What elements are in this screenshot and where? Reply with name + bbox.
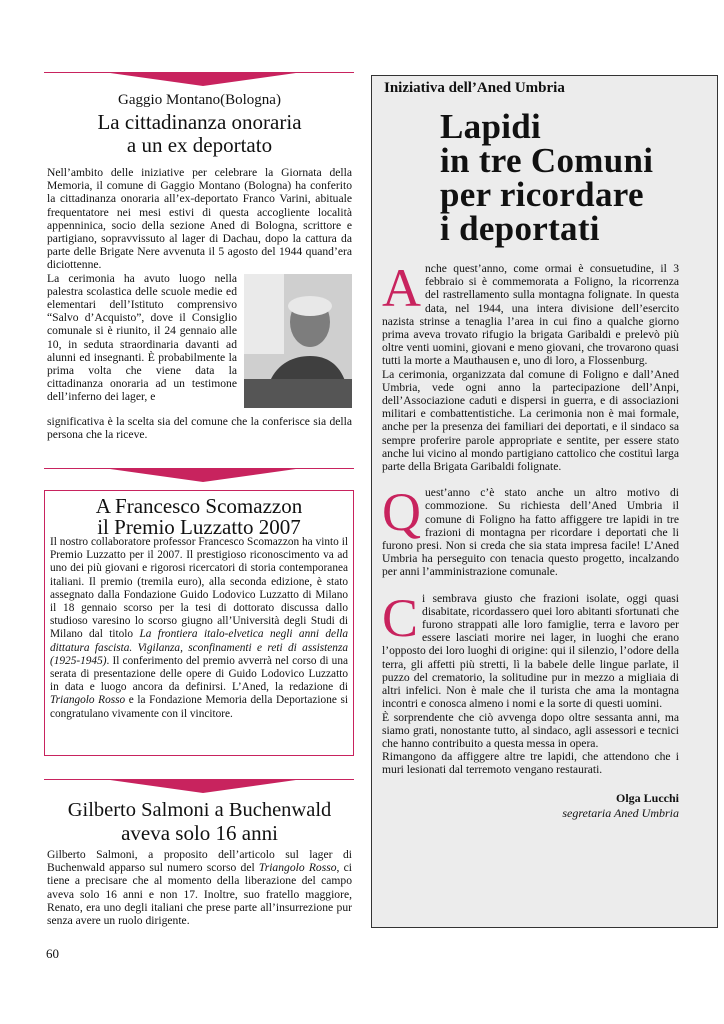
headline-line: per ricordare [440, 175, 644, 214]
article-paragraph: significativa è la scelta sia del comune che la conferisce sia della persona che la riceve. [47, 414, 352, 441]
drop-cap: Q [382, 482, 421, 543]
magazine-name: Triangolo Rosso [50, 694, 126, 707]
magazine-name: Triangolo Rosso [258, 861, 337, 875]
paragraph: Rimangono da affiggere altre tre lapidi, che attendono che i muri lesionati dal terremoto vengano restaurati. [382, 750, 679, 777]
headline-line: in tre Comuni [440, 141, 654, 180]
triangle-ornament [103, 468, 303, 482]
paragraph [382, 482, 679, 579]
headline [440, 107, 654, 248]
article-premio-luzzatto [44, 490, 354, 756]
paragraph: È sorprendente che ciò avvenga dopo oltre sessanta anni, ma siamo grati, nonostante tutto, al sindaco, agli assessori e tecnici che hanno contribuito a questa messa in opera. [382, 710, 679, 750]
headline-line: i deportati [440, 209, 600, 248]
paragraph: La cerimonia, organizzata dal comune di Foligno e dall’Aned Umbria, vede ogni anno la partecipazione dell’Anpi, dell’Associazione caduti e dispersi in guerra, e di associazioni militari e combattentistiche. La cerimonia non è mai formale, anche per la presenza dei familiari dei deportati, e il sindaco sa sempre proferire parole appropriate e sentite, per essere stato anche lui vicino al mondo partigiano cattolico che costituì larga parte della Brigata Garibaldi folignate. [382, 367, 679, 474]
paragraph-text: nche quest’anno, come ormai è consuetudine, il 3 febbraio si è commemorata a Foligno, la ricorrenza del rastrellamento sulla montagna folignate. In questa data, nel 1944, una intera divisione dell’esercito nazista strinse a tenaglia l’area in cui fino a qualche giorno prima aveva trovato rifugio la brigata Garibaldi e prelevò più oltre venti uomini, giovani e meno giovani, che trovarono quasi tutti la morte a Mauthausen e, uno di loro, a Flossenburg. [382, 262, 679, 368]
article-text: . Il conferimento del premio avverrà nel corso di una serata di presentazione delle opere di Guido Lodovico Luzzatto in data e luogo ancora da definirsi. L’Aned, la redazione di [50, 654, 348, 694]
signature-role: segretaria Aned Umbria [562, 805, 679, 820]
paragraph-text: i sembrava giusto che frazioni isolate, oggi quasi disabitate, ricordassero quei loro abitanti sfortunati che furono strappati alle loro famiglie, terra e lavoro per essere lasciati morire nei lager, in luoghi che erano l’opposto dei loro luoghi di origine: qui il silenzio, l’odore della terra, gli affetti più stretti, lì la babele delle lingue parlate, il puzzo del crematorio, la solitudine pur in mezzo a migliaia di altri infelici. Non è male che il turista che ama la montagna incontri e conosca almeno i nomi e la sorte di questi uomini. [382, 591, 679, 711]
article-title-line1: A Francesco Scomazzon [95, 494, 303, 518]
article-text: e la Fondazione Memoria della Deportazione si congratulano vivamente con il vincitore. [50, 694, 349, 720]
article-location: Gaggio Montano(Bologna) [118, 92, 281, 108]
article-title-line2: aveva solo 16 anni [121, 821, 278, 845]
article-text: , ci tiene a precisare che al momento della liberazione del campo aveva solo 16 anni e non 17. Inoltre, suo fratello maggiore, Renato, era uno degli italiani che prese parte all’insurrezione pur senza avere un ruolo dirigente. [47, 861, 352, 928]
kicker: Iniziativa dell’Aned Umbria [384, 80, 565, 96]
article-body [47, 848, 352, 927]
headline-line: Lapidi [440, 107, 542, 146]
article-cittadinanza [47, 91, 352, 441]
article-paragraph: Nell’ambito delle iniziative per celebrare la Giornata della Memoria, il comune di Gaggio Montano (Bologna) ha conferito la cittadinanza onoraria all’ex-deportato Franco Varini, abituale frequentatore nei mesi estivi di questa accogliente località appenninica, socio della sezione Aned di Bologna, scrittore e partigiano, sopravvissuto al lager di Dachau, dopo la cattura da parte delle Brigate Nere avvenuta il 5 agosto del 1944 quand’era diciottenne. [47, 166, 352, 272]
drop-cap: A [382, 258, 421, 318]
article-title-line2: a un ex deportato [126, 133, 273, 157]
thesis-title: La frontiera italo-elvetica negli anni della dittatura fascista. Vigilanza, sconfinamenti e reti di assistenza (1925-1945) [50, 628, 348, 667]
article-title-line2: il Premio Luzzatto 2007 [97, 515, 301, 539]
drop-cap: C [382, 587, 419, 648]
paragraph [382, 258, 679, 368]
signature: Olga Lucchi [615, 790, 679, 805]
portrait-silhouette [244, 274, 352, 408]
triangle-ornament [103, 779, 303, 793]
right-feature-box [371, 75, 718, 928]
article-body [382, 258, 679, 821]
page-number: 60 [46, 946, 59, 961]
portrait-photo [244, 274, 352, 408]
article-body [50, 536, 348, 721]
article-text: Gilberto Salmoni, a proposito dell’articolo sul lager di Buchenwald apparso sul numero scorso del [47, 848, 352, 875]
top-triangle-ornament [103, 72, 303, 86]
article-paragraph: La cerimonia ha avuto luogo nella palestra scolastica delle scuole medie ed elementari dell’Istituto comprensivo “Salvo d’Acquisto”, dove il Consiglio comunale si è riunito, il 24 gennaio alle 10, in seduta straordinaria davanti ad alunni ed insegnanti. È probabilmente la prima volta che viene data la cittadinanza onoraria ad un testimone dell’inferno dei lager, e [47, 271, 237, 404]
paragraph [382, 587, 679, 711]
article-title-line1: La cittadinanza onoraria [97, 110, 302, 134]
article-title-line1: Gilberto Salmoni a Buchenwald [67, 799, 332, 821]
article-salmoni [47, 799, 352, 927]
paragraph-text: uest’anno c’è stato anche un altro motivo di commozione. Su richiesta dell’Aned Umbria il comune di Foligno ha fatto affiggere tre lapidi in tre frazioni di montagna per ricordare i deportati che li furono presi. Non si creda che sia stata impresa facile! L’Aned Umbria ha perseguito con tenacia questo progetto, incalzando per anni l’amministrazione comunale. [382, 486, 679, 579]
article-text: Il nostro collaboratore professor Francesco Scomazzon ha vinto il Premio Luzzatto per il 2007. Il prestigioso riconoscimento va ad uno dei più giovani e rigorosi ricercatori di storia contemporanea italiani. Il premio (tremila euro), alla seconda edizione, è stato assegnato dalla Fondazione Guido Lodovico Luzzatto di Milano il 18 gennaio scorso per la tesi di dottorato discussa dallo studioso varesino lo scorso giugno all’Università degli Studi di Milano dal titolo [50, 536, 348, 641]
